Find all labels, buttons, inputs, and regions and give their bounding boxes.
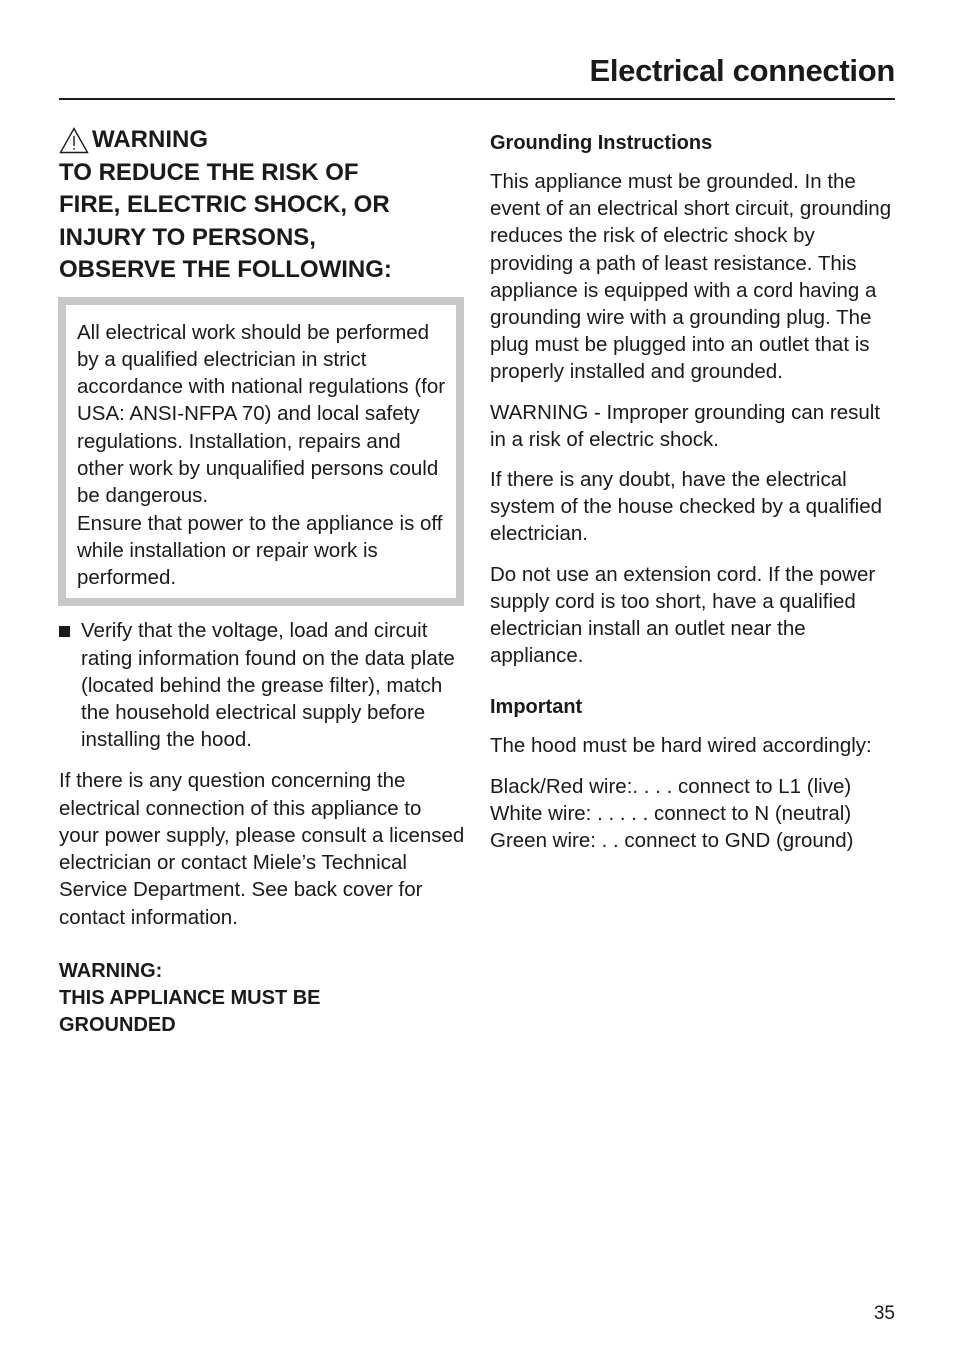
warning-line: OBSERVE THE FOLLOWING: [59,256,392,283]
warning-heading [59,124,465,287]
grounding-paragraph: WARNING - Improper grounding can result in a risk of electric shock. [490,400,881,451]
warning-title: WARNING [92,126,208,153]
right-column [490,127,900,854]
left-column [59,124,465,1040]
wire-row: White wire: . . . . . connect to N (neutral) [490,801,852,825]
warning-box-paragraph: All electrical work should be performed by a qualified electrician in strict accordance with national regulations (for USA: ANSI-NFPA 70) and local safety regulations. Installation, repairs and other work by unqualified persons could be dangerous. [77,320,446,508]
list-item-text: Verify that the voltage, load and circuit rating information found on the data plate (located behind the grease filter), match the household electrical supply before installing the hood. [81,619,455,752]
square-bullet-icon [59,626,70,637]
ground-warning-line: GROUNDED [59,1014,176,1037]
page-number: 35 [873,1303,895,1324]
grounding-paragraph: If there is any doubt, have the electrical system of the house checked by a qualified electrician. [490,468,883,546]
warning-box-paragraph: Ensure that power to the appliance is off while installation or repair work is performed. [77,511,443,590]
warning-box [58,297,464,607]
warning-triangle-icon [59,127,89,154]
contact-paragraph: If there is any question concerning the electrical connection of this appliance to your power supply, please consult a licensed electrician or contact Miele’s Technical Service Department. See back cover for contact information. [59,769,465,929]
grounding-paragraph: Do not use an extension cord. If the power supply cord is too short, have a qualified electrician install an outlet near the appliance. [490,562,876,668]
wire-row: Black/Red wire:. . . . connect to L1 (live) [490,774,852,798]
ground-warning-line: WARNING: [59,959,163,982]
wire-connections [490,773,900,855]
grounding-paragraph: This appliance must be grounded. In the event of an electrical short circuit, grounding reduces the risk of electric shock by providing a path of least resistance. This appliance is equipped with a cord having a grounding wire with a grounding plug. The plug must be plugged into an outlet that is properly installed and grounded. [490,170,892,384]
wire-row: Green wire: . . connect to GND (ground) [490,829,854,853]
page-title: Electrical connection [589,53,895,88]
warning-line: FIRE, ELECTRIC SHOCK, OR [59,191,390,218]
warning-line: INJURY TO PERSONS, [59,223,316,251]
header-divider [59,98,895,100]
ground-warning [59,958,465,1040]
warning-title-row [59,124,465,157]
ground-warning-line: THIS APPLIANCE MUST BE [59,987,321,1009]
grounding-heading: Grounding Instructions [490,132,713,154]
list-item [59,617,465,753]
important-paragraph: The hood must be hard wired accordingly: [490,734,872,758]
important-heading: Important [490,696,583,719]
warning-line: TO REDUCE THE RISK OF [59,158,359,186]
